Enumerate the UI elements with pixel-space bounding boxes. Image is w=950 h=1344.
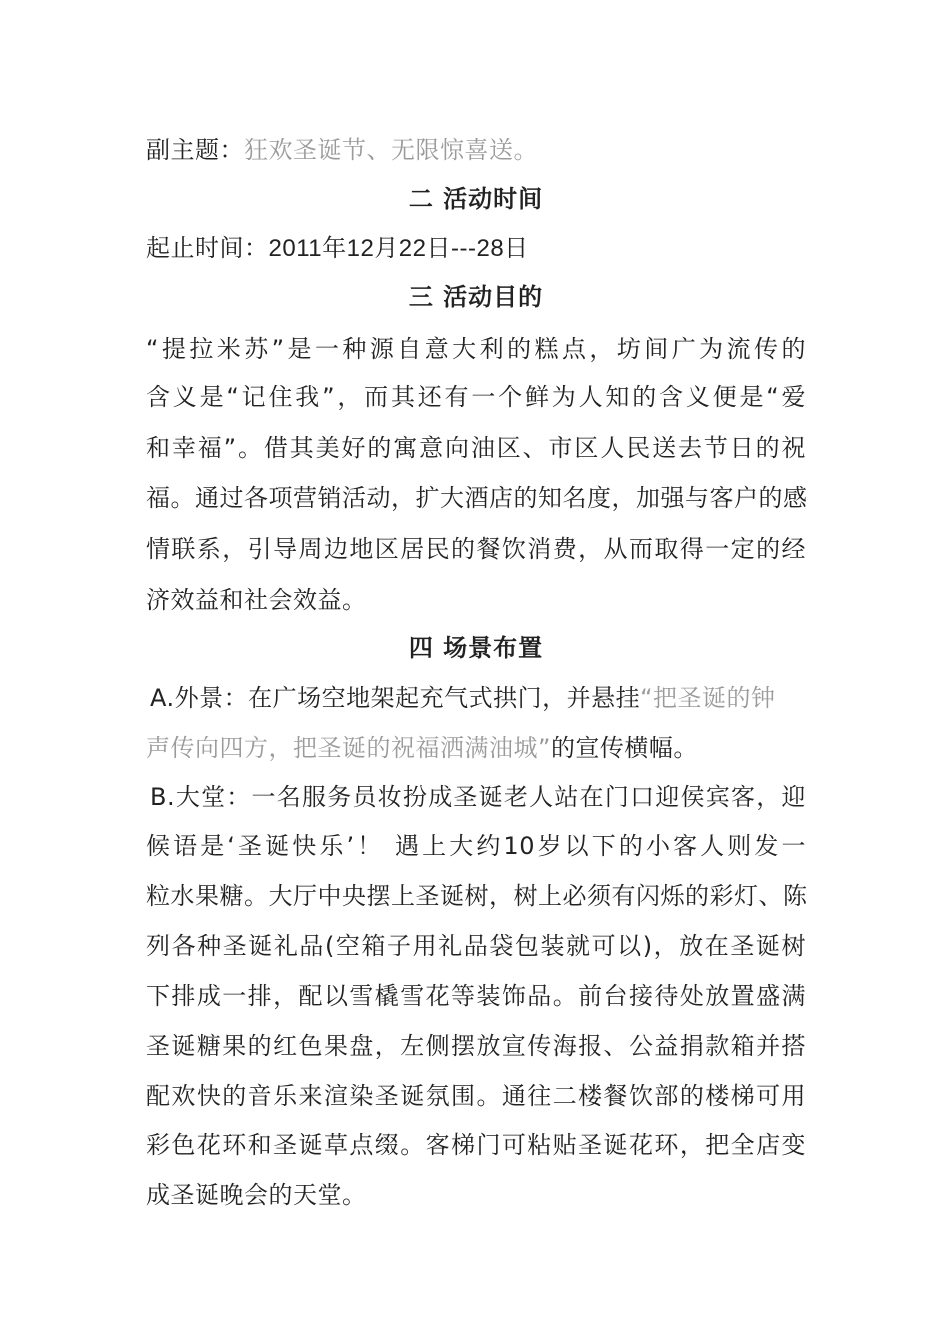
scene-a-quote: “把圣诞的钟 bbox=[640, 684, 776, 712]
purpose-paragraph-line: 福。通过各项营销活动，扩大酒店的知名度，加强与客户的感 bbox=[146, 484, 808, 512]
scene-b-line: 彩色花环和圣诞草点缀。客梯门可粘贴圣诞花环，把全店变 bbox=[146, 1131, 806, 1159]
subtitle-label: 副主题： bbox=[146, 136, 244, 164]
scene-a-line bbox=[150, 681, 806, 715]
scene-b-line: B.大堂：一名服务员妆扮成圣诞老人站在门口迎侯宾客，迎 bbox=[150, 783, 806, 811]
subtitle-line bbox=[146, 133, 806, 167]
time-label: 起止时间： bbox=[146, 234, 269, 262]
subtitle-text: 狂欢圣诞节、无限惊喜送。 bbox=[244, 136, 538, 164]
purpose-paragraph-line: 含义是“记住我”，而其还有一个鲜为人知的含义便是“爱 bbox=[146, 383, 806, 411]
scene-a-quote: 声传向四方，把圣诞的祝福洒满油城” bbox=[146, 734, 551, 762]
scene-b-line: 候语是‘圣诞快乐’！ 遇上大约10岁以下的小客人则发一 bbox=[146, 832, 806, 860]
purpose-paragraph-line: 情联系，引导周边地区居民的餐饮消费，从而取得一定的经 bbox=[146, 535, 806, 563]
scene-b-line: 下排成一排，配以雪橇雪花等装饰品。前台接待处放置盛满 bbox=[146, 982, 806, 1010]
section-heading-scene: 四 场景布置 bbox=[408, 634, 544, 662]
scene-a-text: A.外景：在广场空地架起充气式拱门，并悬挂 bbox=[150, 684, 641, 712]
section-heading-time: 二 活动时间 bbox=[408, 185, 544, 213]
scene-a-text: 的宣传横幅。 bbox=[550, 734, 698, 762]
time-value: 2011年12月22日---28日 bbox=[268, 235, 529, 262]
purpose-paragraph-line: “提拉米苏”是一种源自意大利的糕点，坊间广为流传的 bbox=[146, 335, 806, 363]
scene-b-line: 粒水果糖。大厅中央摆上圣诞树，树上必须有闪烁的彩灯、陈 bbox=[146, 882, 808, 910]
scene-b-line: 配欢快的音乐来渲染圣诞氛围。通往二楼餐饮部的楼梯可用 bbox=[146, 1082, 806, 1110]
scene-b-line: 成圣诞晚会的天堂。 bbox=[146, 1181, 367, 1209]
time-line bbox=[146, 231, 806, 266]
purpose-paragraph-line: 济效益和社会效益。 bbox=[146, 586, 367, 614]
section-heading-purpose: 三 活动目的 bbox=[408, 283, 544, 311]
scene-b-line: 列各种圣诞礼品(空箱子用礼品袋包装就可以)，放在圣诞树 bbox=[146, 932, 806, 960]
scene-b-line: 圣诞糖果的红色果盘，左侧摆放宣传海报、公益捐款箱并搭 bbox=[146, 1032, 806, 1060]
purpose-paragraph-line: 和幸福”。借其美好的寓意向油区、市区人民送去节日的祝 bbox=[146, 434, 806, 462]
scene-a-line bbox=[146, 731, 806, 765]
